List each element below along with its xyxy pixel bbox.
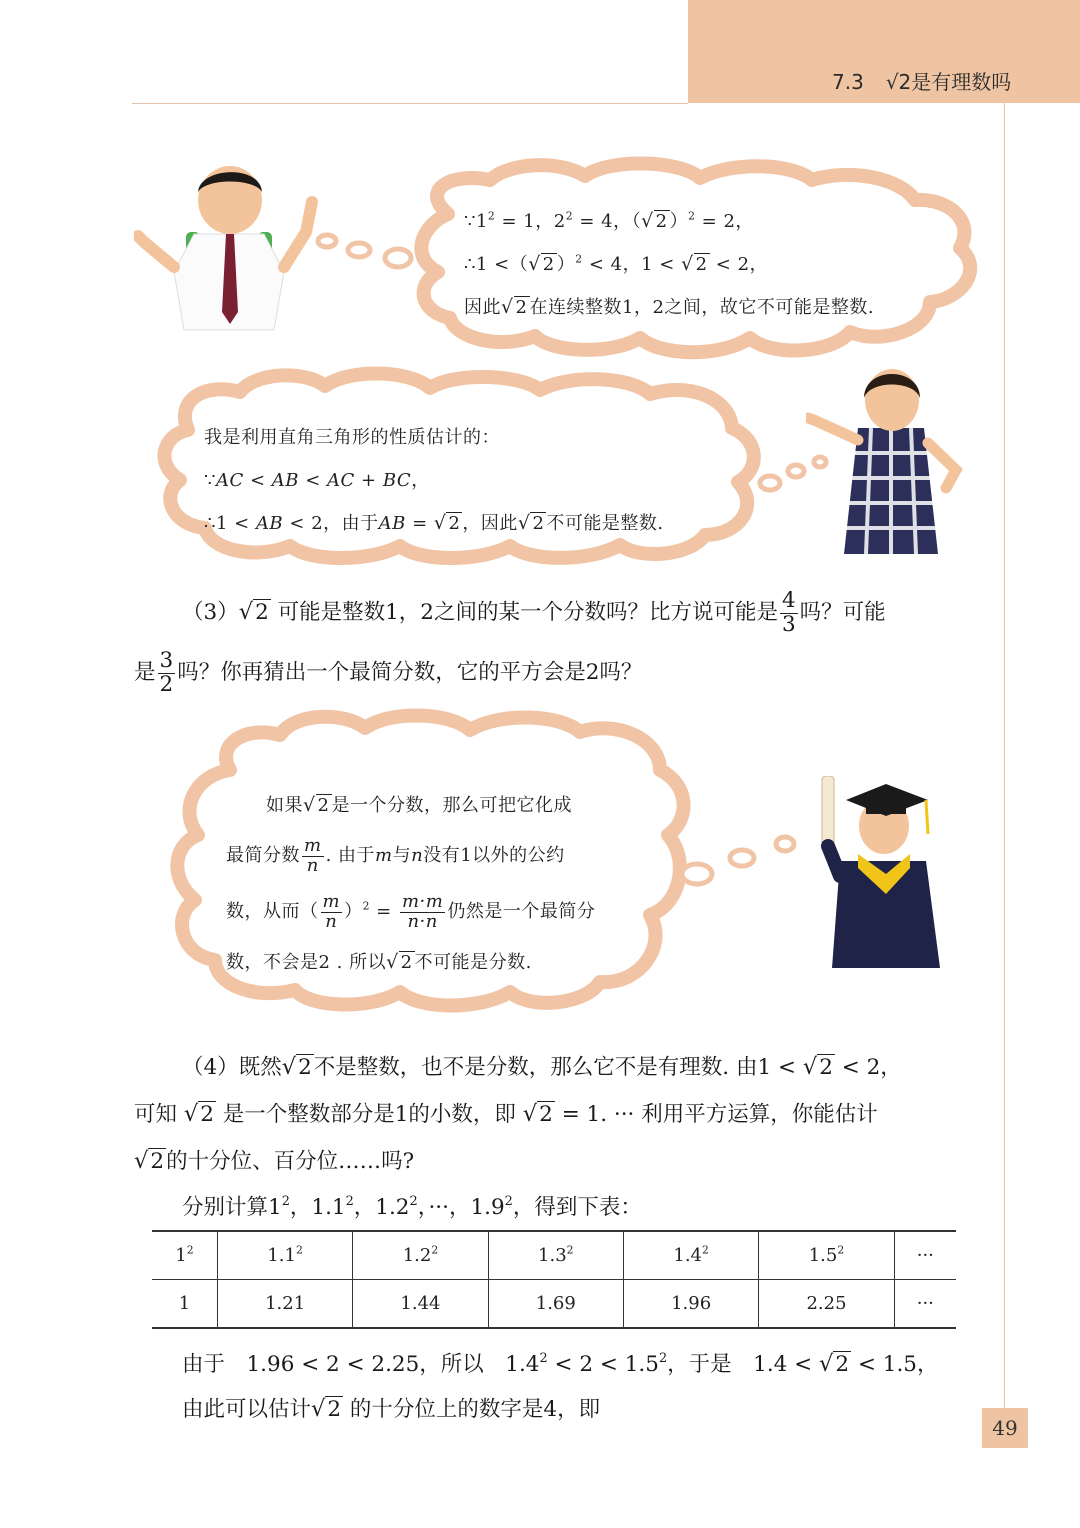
table-cell: $1.2^2$	[353, 1231, 488, 1280]
table-row	[152, 1280, 956, 1329]
table-cell: 1.96	[623, 1280, 758, 1329]
table-cell: $1.4^2$	[623, 1231, 758, 1280]
fraction-mm-nn: $\frac{m\cdot m}{n\cdot n}$	[401, 890, 444, 932]
table-cell: ···	[894, 1231, 956, 1280]
conclusion-line-1: 由于 1.96 < 2 < 2.25，所以 $1.4^2 < 2 < 1.5^2$，于是 1.4 < √2 < 1.5，	[182, 1342, 980, 1387]
table-cell: $1.3^2$	[488, 1231, 623, 1280]
section-number: 7.3	[832, 70, 864, 94]
fraction-m-n: $\frac{m}{n}$	[304, 834, 322, 876]
table-cell: ···	[894, 1280, 956, 1329]
title-rest: 是有理数吗	[911, 70, 1012, 94]
table-cell: 1.44	[353, 1280, 488, 1329]
girl-thought-bubble-2	[788, 465, 804, 477]
grad-line-4: 数，不会是2 . 所以√ 2 不可能是分数.	[226, 937, 595, 988]
page-number: 49	[982, 1408, 1028, 1448]
sqrt-expression: √2	[238, 599, 269, 626]
table-cell: $1.1^2$	[217, 1231, 352, 1280]
boy-bubble-text	[464, 200, 874, 329]
sqrt-expression: √ 2	[517, 512, 545, 534]
sqrt-expression: √ 2	[501, 296, 528, 318]
table-cell: 1.21	[217, 1280, 352, 1329]
sqrt-expression: √ 2	[433, 512, 461, 534]
sqrt-expression: √ 2	[528, 253, 555, 275]
girl-line-3: ∴1 < AB < 2，由于AB = √ 2 ，因此√ 2 不可能是整数.	[204, 502, 664, 545]
sqrt-expression: √2	[522, 1101, 553, 1127]
table-cell: 1	[152, 1280, 217, 1329]
sqrt-expression: √2	[819, 1351, 850, 1377]
paragraph-4-line-1: （4）既然√2不是整数，也不是分数，那么它不是有理数. 由1 < √2 < 2，	[134, 1044, 980, 1091]
girl-line-2: ∵AC < AB < AC + BC，	[204, 470, 430, 491]
paragraph-4	[134, 1044, 980, 1231]
table-cell: 2.25	[759, 1280, 894, 1329]
paragraph-3	[134, 590, 980, 696]
sqrt-expression: √2	[311, 1396, 342, 1422]
conclusion-line-2: 由此可以估计√2 的十分位上的数字是4，即	[182, 1387, 980, 1432]
title-sqrt: √2	[885, 70, 912, 94]
paragraph-3-line-1: （3）√2 可能是整数1，2之间的某一个分数吗？比方说可能是 $\frac{4}{3}$ 吗？可能	[182, 588, 886, 637]
sqrt-expression: √2	[183, 1101, 214, 1127]
grad-line-3: 数，从而（ $\frac{m}{n}$ ）$^2$ = $\frac{m\cdot m}{n\cdot n}$ 仍然是一个最简分	[226, 890, 596, 932]
boy-thought-bubble-2	[348, 243, 370, 257]
girl-thought-bubble-3	[760, 476, 780, 490]
grad-thought-bubble-1	[776, 837, 794, 851]
table-cell: 1.69	[488, 1280, 623, 1329]
squares-table	[152, 1230, 956, 1329]
boy-line-3: 因此√ 2 在连续整数1，2之间，故它不可能是整数.	[464, 286, 874, 329]
girl-line-1: 我是利用直角三角形的性质估计的：	[204, 427, 500, 448]
boy-line-2: ∴1 <（√ 2 ）$^2$ < 4，1 < √ 2 < 2，	[464, 243, 874, 286]
fraction-m-n: $\frac{m}{n}$	[322, 890, 341, 932]
sqrt-expression: √2	[134, 1148, 165, 1174]
sqrt-expression: √ 2	[386, 951, 413, 973]
paragraph-4-line-3: √2的十分位、百分位……吗?	[134, 1138, 980, 1185]
fraction-3-2: $\frac{3}{2}$	[159, 648, 174, 697]
sqrt-expression: √2	[802, 1054, 833, 1080]
boy-illustration	[134, 162, 320, 332]
grad-line-1: 如果√ 2 是一个分数，那么可把它化成	[226, 780, 595, 831]
sqrt-expression: √2	[281, 1054, 312, 1080]
girl-bubble-text	[204, 416, 664, 545]
grad-thought-bubble-2	[730, 850, 754, 866]
fraction-4-3: $\frac{4}{3}$	[781, 588, 796, 637]
graduate-illustration	[818, 776, 948, 968]
grad-thought-bubble-3	[682, 864, 712, 884]
table-header-row	[152, 1231, 956, 1280]
paragraph-4-line-2: 可知 √2 是一个整数部分是1的小数，即 √2 = 1. ··· 利用平方运算，你能估计	[134, 1091, 980, 1138]
calc-line: 分别计算$1^2$，$1.1^2$，$1.2^2$，···，$1.9^2$，得到下表：	[182, 1193, 642, 1220]
sqrt-expression: √ 2	[641, 210, 668, 232]
grad-line-2: 最简分数 $\frac{m}{n}$ . 由于m与n没有1以外的公约	[226, 834, 565, 876]
conclusion	[134, 1342, 980, 1432]
table-cell: $1.5^2$	[759, 1231, 894, 1280]
sqrt-expression: √ 2	[681, 253, 708, 275]
table-cell: $1^2$	[152, 1231, 217, 1280]
girl-illustration	[806, 358, 972, 554]
paragraph-3-line-2: 是 $\frac{3}{2}$ 吗？你再猜出一个最简分数，它的平方会是2吗？	[134, 648, 643, 697]
boy-line-1: $\because 1^2 = 1$，$2^2 = 4$，（√ 2 ）$^2$ = 2，	[464, 200, 874, 243]
grad-bubble-text	[226, 780, 595, 988]
boy-thought-bubble-3	[385, 249, 411, 267]
boy-thought-bubble-1	[318, 235, 336, 247]
sqrt-expression: √ 2	[303, 794, 330, 816]
